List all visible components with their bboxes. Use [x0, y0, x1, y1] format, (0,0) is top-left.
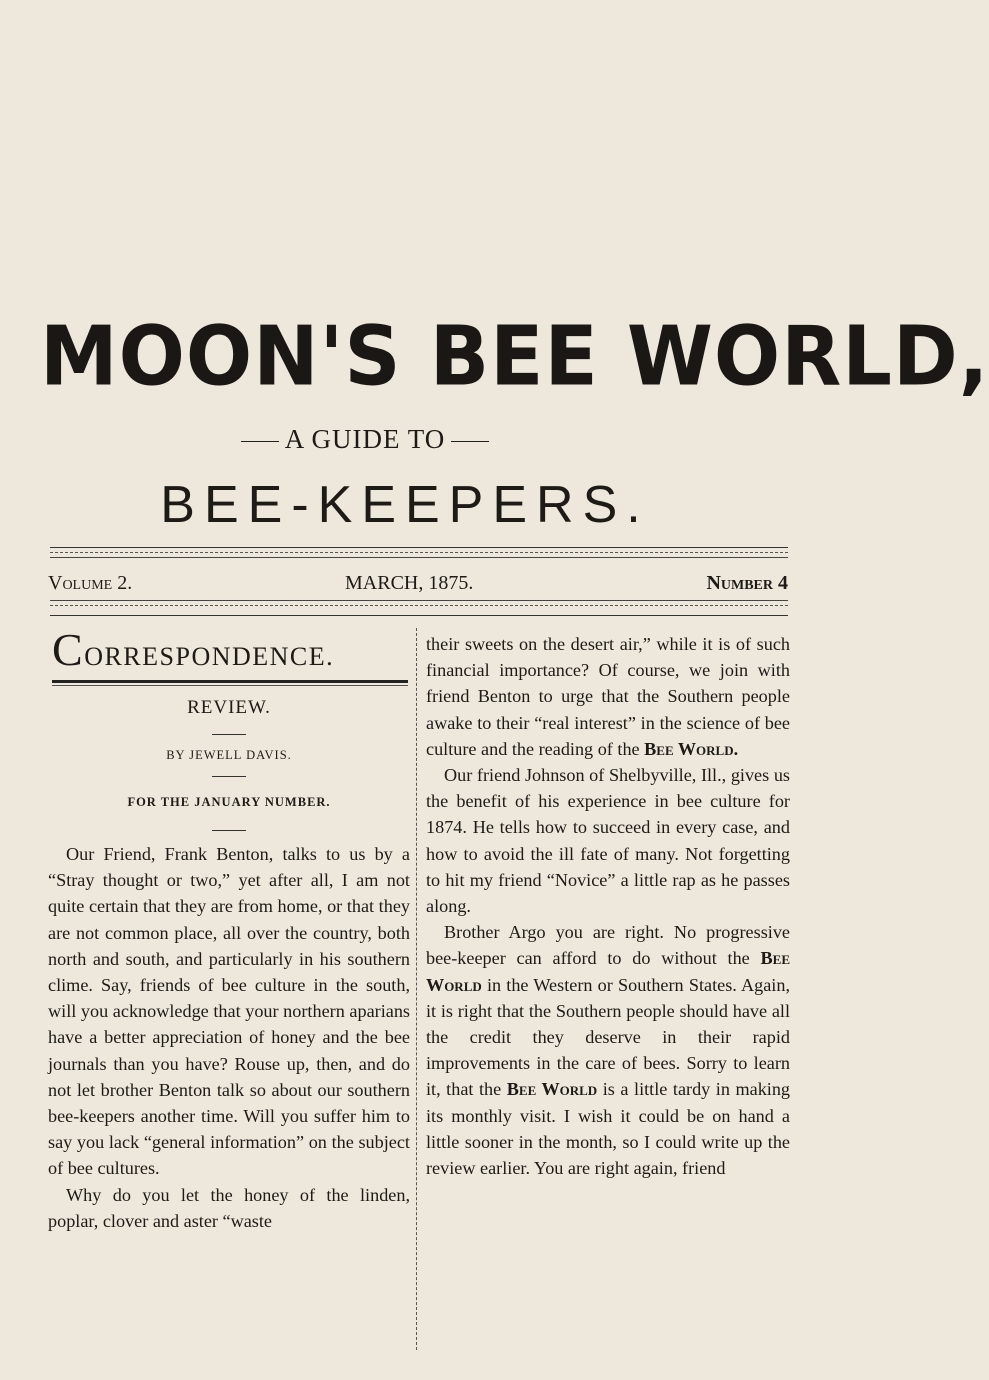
section-heading-initial: C	[52, 624, 85, 675]
short-rule	[212, 734, 246, 735]
section-heading-rest: ORRESPONDENCE.	[84, 642, 335, 671]
journal-name: Bee World	[426, 948, 791, 995]
section-heading	[52, 624, 407, 675]
paragraph	[48, 841, 410, 1182]
left-column	[48, 841, 410, 1234]
heading-rule	[52, 680, 408, 683]
divider-rule	[50, 557, 788, 558]
paragraph-text: Brother Argo you are right. No progressive bee-keeper can afford to do without the	[426, 922, 790, 969]
masthead-subtitle: BEE-KEEPERS.	[160, 476, 650, 534]
divider-rule	[50, 605, 788, 606]
paragraph-text: Our friend Johnson of Shelbyville, Ill., gives us the benefit of his experience in bee culture for 1874. He tells how to succeed in every case, and how to avoid the ill fate of many. Not forgetting to hit my friend “Novice” a little rap as he passes along.	[426, 765, 790, 917]
short-rule	[212, 830, 246, 831]
journal-name: Bee World	[506, 1079, 598, 1100]
journal-name: Bee World.	[644, 738, 739, 759]
paragraph	[426, 919, 790, 1181]
paragraph-text: Why do you let the honey of the linden, poplar, clover and aster “waste	[48, 1184, 410, 1231]
paragraph-text: their sweets on the desert air,” while it is of such financial importance? Of course, we join with friend Benton to urge that the Southern people awake to their “real interest” in the science of bee culture and the reading of the	[426, 634, 790, 759]
issue-volume: Volume 2.	[48, 572, 133, 594]
divider-rule	[50, 600, 788, 601]
issue-date: MARCH, 1875.	[345, 572, 474, 594]
paragraph-text: is a little tardy in making its monthly visit. I wish it could be on hand a little sooner in the month, so I could write up the review earlier. You are right again, friend	[426, 1079, 791, 1179]
divider-rule	[50, 615, 788, 616]
issue-number: Number 4	[706, 572, 788, 594]
masthead-title: MOON'S BEE WORLD,	[40, 309, 989, 405]
paragraph	[426, 631, 790, 762]
masthead-tagline	[0, 424, 730, 455]
article-for-line: FOR THE JANUARY NUMBER.	[127, 795, 331, 809]
heading-rule	[52, 685, 408, 686]
paragraph	[426, 762, 790, 919]
tagline-dash-left	[241, 441, 279, 442]
paragraph-text: in the Western or Southern States. Again, it is right that the Southern people should have all the credit they deserve in their rapid improvements in the care of bees. Sorry to learn it, that the	[426, 974, 790, 1100]
divider-rule	[50, 547, 788, 548]
column-divider	[416, 628, 417, 1350]
divider-rule	[50, 552, 788, 553]
article-byline: BY JEWELL DAVIS.	[166, 748, 292, 762]
tagline-dash-right	[451, 441, 489, 442]
right-column	[426, 631, 790, 1181]
tagline-text: A GUIDE TO	[284, 424, 446, 454]
paragraph-text: Our Friend, Frank Benton, talks to us by a “Stray thought or two,” yet after all, I am not quite certain that they are from home, or that they are not common place, all over the country, both north and south, and particularly in his southern clime. Say, friends of bee culture in the south, will you acknowledge that your northern aparians have a better appreciation of honey and the bee journals than you have? Rouse up, then, and do not let brother Benton talk so about our southern bee-keepers another time. Will you suffer him to say you lack “general information” on the subject of bee cultures.	[48, 844, 410, 1179]
paragraph	[48, 1182, 410, 1234]
article-title: REVIEW.	[187, 697, 271, 718]
short-rule	[212, 776, 246, 777]
